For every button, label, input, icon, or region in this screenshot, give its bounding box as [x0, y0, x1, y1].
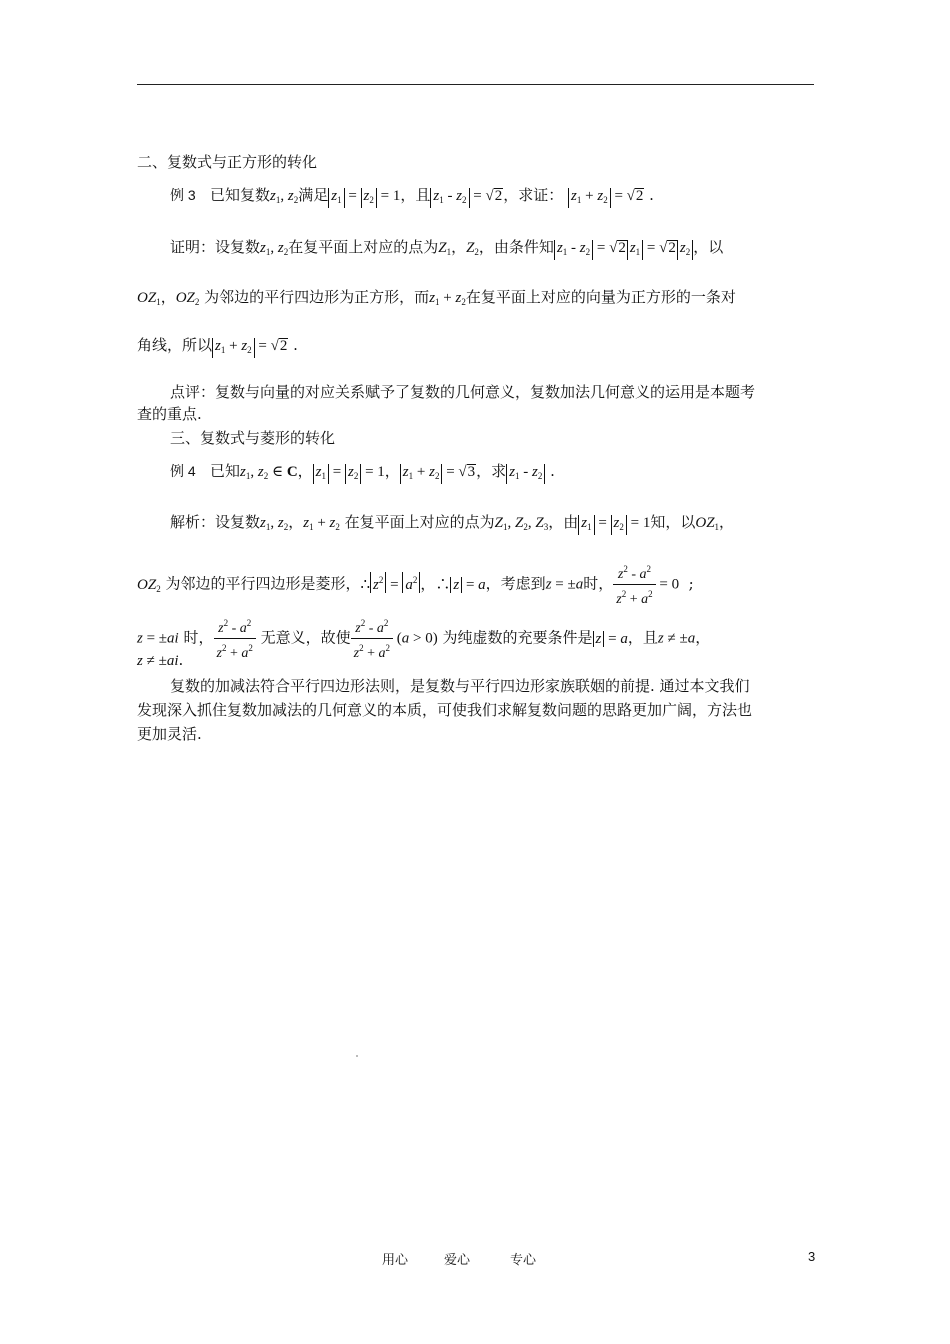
footer-motto-3: 专心: [510, 1253, 537, 1268]
math-formula: $z_1$, $z_2$ ∈ C， $z_1 = z_2 = 1$， $z_1 + z_2 = √3$，: [240, 464, 491, 480]
solution-line-2: $OZ_2$ 为邻边的平行四边形是菱形，∴ $z^2 = a^2$ ，∴ z = a，考虑到z = ±a时， $\frac{z^2 - a^2}{z^2 + a^2}$ = 0 ;: [137, 560, 694, 604]
solution-line-4: z ≠ ±ai.: [137, 651, 184, 669]
fraction: $\frac{z^2 - a^2}{z^2 + a^2}$: [613, 560, 655, 609]
header-rule: [137, 84, 814, 85]
footer-motto-2: 爱心: [444, 1253, 471, 1268]
math-formula: $z_1 + z_2 = √2$: [568, 188, 644, 204]
section-heading: 三、复数式与菱形的转化: [170, 429, 336, 447]
proof-line-1: 证明：设复数$z_1$, $z_2$在复平面上对应的点为$Z_1$，$Z_2$，由条件知 $z_1 - z_2 = √2$ $z_1 = √2$ $z_2$ ，以: [170, 237, 723, 262]
proof-line-3: 角线，所以 $z_1 + z_2 = √2$ .: [137, 335, 298, 358]
comment-line-1: 点评：复数与向量的对应关系赋予了复数的几何意义，复数加法几何意义的运用是本题考: [170, 383, 756, 401]
conclusion-line-2: 发现深入抓住复数加减法的几何意义的本质，可使我们求解复数问题的思路更加广阔，方法也: [137, 701, 753, 719]
math-formula: $z_1 - z_2 = √2$ $z_1 = √2$ $z_2$: [554, 240, 693, 256]
section-heading: 二、复数式与正方形的转化: [137, 153, 318, 171]
example-3: 例 3 已知复数$z_1$, $z_2$满足 $z_1 = z_2 = 1$，且 $z_1 - z_2 = √2$，求证： $z_1 + z_2 = √2$ .: [170, 185, 654, 210]
example-label: 例 3: [170, 187, 196, 203]
conclusion-line-3: 更加灵活.: [137, 725, 202, 743]
page-number: 3: [808, 1249, 816, 1264]
comment-line-2: 查的重点.: [137, 405, 202, 423]
conclusion-line-1: 复数的加减法符合平行四边形法则，是复数与平行四边形家族联姻的前提. 通过本文我们: [170, 677, 750, 695]
solution-line-3: z = ±ai 时， $\frac{z^2 - a^2}{z^2 + a^2}$ 无意义，故使 $\frac{z^2 - a^2}{z^2 + a^2}$ (a > 0) 为纯虚数的充要条件是 z = a，且z ≠ ±a，: [137, 614, 710, 658]
math-formula: $z_1 - z_2 = √2$: [430, 188, 503, 204]
math-formula: $z_1 = z_2 = 1$: [328, 188, 400, 204]
fraction: $\frac{z^2 - a^2}{z^2 + a^2}$: [214, 614, 256, 663]
math-formula: $z_1 + z_2 = √2$: [212, 338, 288, 354]
proof-line-2: $OZ_1$，$OZ_2$ 为邻边的平行四边形为正方形，而$z_1 + z_2$在复平面上对应的向量为正方形的一条对: [137, 288, 736, 307]
example-4: 例 4 已知$z_1$, $z_2$ ∈ C， $z_1 = z_2 = 1$， $z_1 + z_2 = √3$，求 $z_1 - z_2$ .: [170, 461, 555, 486]
footer-motto-1: 用心: [382, 1253, 409, 1268]
example-label: 例 4: [170, 463, 196, 479]
solution-line-1: 解析：设复数$z_1$, $z_2$，$z_1 + z_2$ 在复平面上对应的点为$Z_1$, $Z_2$, $Z_3$，由 $z_1 = z_2 = 1$知，以$OZ_1$，: [170, 512, 734, 537]
fraction: $\frac{z^2 - a^2}{z^2 + a^2}$: [351, 614, 393, 663]
speck: [356, 1055, 358, 1057]
